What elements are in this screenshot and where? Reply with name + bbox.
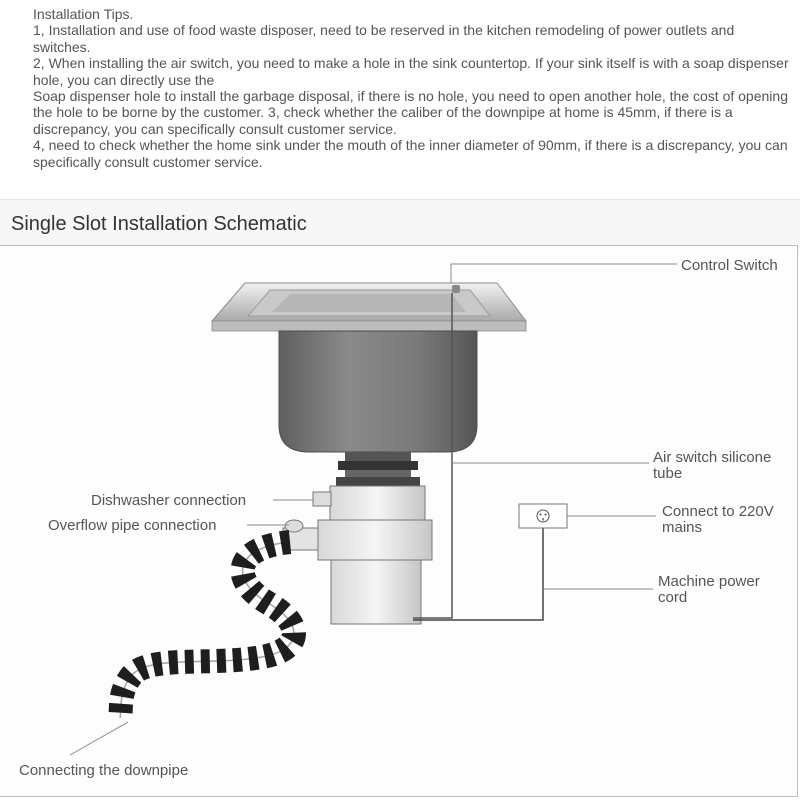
control-switch-button bbox=[452, 285, 460, 293]
label-air-switch-tube-line1: Air switch silicone bbox=[653, 449, 772, 466]
tip-1: 1, Installation and use of food waste disposer, need to be reserved in the kitchen remodeling of power outlets and switches. bbox=[33, 22, 735, 55]
drain-hose bbox=[120, 542, 294, 718]
schematic-title: Single Slot Installation Schematic bbox=[11, 213, 307, 235]
wall-outlet bbox=[519, 504, 567, 528]
disposer-unit bbox=[313, 486, 432, 624]
label-power-cord-line2: cord bbox=[658, 589, 688, 606]
label-mains-line1: Connect to 220V bbox=[662, 503, 774, 520]
tip-2: 2, When installing the air switch, you need to make a hole in the sink countertop. If your sink itself is with a soap dispenser hole, you can directly use the bbox=[33, 55, 789, 88]
dishwasher-inlet bbox=[313, 492, 331, 506]
label-overflow-pipe-connection: Overflow pipe connection bbox=[48, 517, 217, 534]
label-connecting-downpipe: Connecting the downpipe bbox=[19, 762, 189, 779]
sink bbox=[212, 283, 526, 452]
disposer-flange bbox=[336, 452, 420, 486]
tip-4: 4, need to check whether the home sink under the mouth of the inner diameter of 90mm, if there is a discrepancy, you can specifically consult customer service. bbox=[33, 137, 788, 170]
label-air-switch-tube-line2: tube bbox=[653, 465, 683, 482]
tip-3: Soap dispenser hole to install the garbage disposal, if there is no hole, you need to open another hole, the cost of opening the hole to be borne by the customer. 3, check whether the caliber of the downpipe at home is 45mm, if there is a discrepancy, you can specifically consult customer service. bbox=[33, 88, 788, 137]
label-mains-line2: mains bbox=[662, 519, 703, 536]
tips-heading: Installation Tips. bbox=[33, 6, 134, 22]
label-dishwasher-connection: Dishwasher connection bbox=[91, 492, 247, 509]
label-control-switch: Control Switch bbox=[681, 257, 778, 274]
label-power-cord-line1: Machine power bbox=[658, 573, 760, 590]
